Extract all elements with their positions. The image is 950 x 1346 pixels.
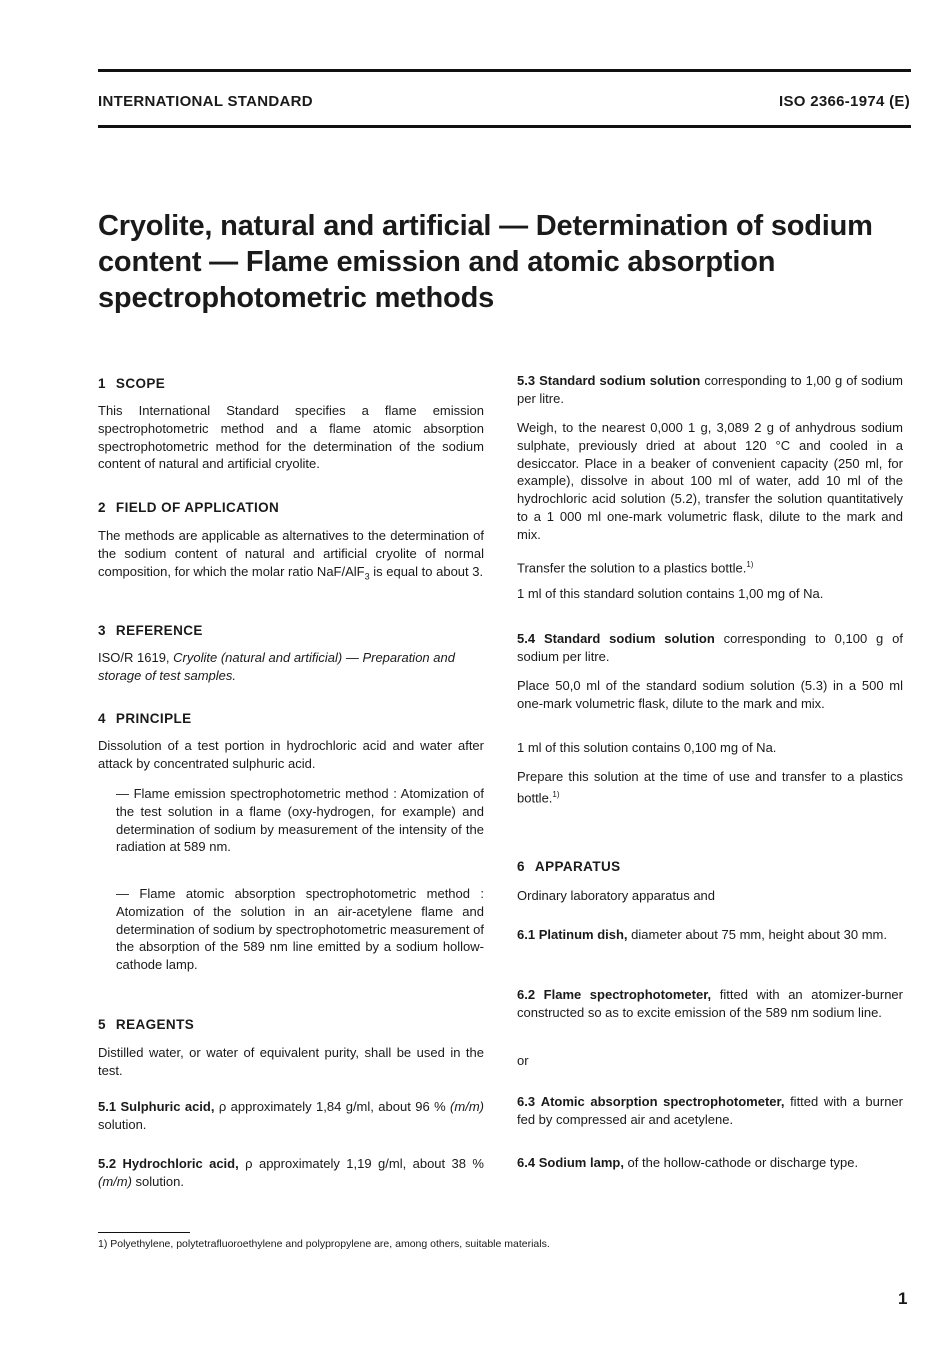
reagent-5-3-procedure: Weigh, to the nearest 0,000 1 g, 3,089 2 g of anhydrous sodium sulphate, previously dried at about 120 °C and cooled in a desiccator. Place in a beaker of convenient capacity (250 ml, for example), dissolve in about 100 ml of water, add 10 ml of the hydrochloric acid solution (5.2), transfer the solution quantitatively to a 1 000 ml one-mark volumetric flask, dilute to the mark and mix. <box>517 420 903 542</box>
reagent-5-4: 5.4 Standard sodium solution corresponding to 0,100 g of sodium per litre. <box>517 631 903 664</box>
apparatus-6-1: 6.1 Platinum dish, diameter about 75 mm, height about 30 mm. <box>517 927 887 942</box>
reagent-5-4-content: 1 ml of this solution contains 0,100 mg of Na. <box>517 740 777 755</box>
section-heading-principle: 4 PRINCIPLE <box>98 711 192 726</box>
apparatus-6-4: 6.4 Sodium lamp, of the hollow-cathode or discharge type. <box>517 1155 859 1170</box>
apparatus-or: or <box>517 1053 529 1068</box>
principle-emission-method: — Flame emission spectrophotometric method : Atomization of the test solution in a flame (oxy-hydrogen, for example) and determination of sodium by measurement of the intensity of the radiation at 589 nm. <box>116 786 484 855</box>
section-heading-reference: 3 REFERENCE <box>98 623 203 638</box>
reagent-5-3: 5.3 Standard sodium solution corresponding to 1,00 g of sodium per litre. <box>517 373 903 406</box>
scope-paragraph: This International Standard specifies a flame emission spectrophotometric method and a flame atomic absorption spectrophotometric method for the determination of the sodium content of natural and artificial cryolite. <box>98 403 484 472</box>
reagent-5-3-transfer: Transfer the solution to a plastics bottle.$^{1)}$ <box>517 560 754 576</box>
reagent-5-3-content: 1 ml of this standard solution contains 1,00 mg of Na. <box>517 586 824 601</box>
page-number: 1 <box>898 1289 908 1308</box>
header-bottom-rule <box>98 125 911 128</box>
principle-absorption-method: — Flame atomic absorption spectrophotometric method : Atomization of the solution in an air-acetylene flame and determination of sodium by spectrophotometric measurement of the absorption of the 589 nm line emitted by a sodium hollow-cathode lamp. <box>116 886 484 973</box>
principle-paragraph: Dissolution of a test portion in hydrochloric acid and water after attack by concentrated sulphuric acid. <box>98 738 484 771</box>
apparatus-6-3: 6.3 Atomic absorption spectrophotometer, fitted with a burner fed by compressed air and acetylene. <box>517 1094 903 1127</box>
document-title: Cryolite, natural and artificial — Determination of sodium content — Flame emission and atomic absorption spectrophotometric methods <box>98 210 873 314</box>
header-standard-number: ISO 2366-1974 (E) <box>778 93 910 110</box>
header-top-rule <box>98 69 911 72</box>
header-standard-type: INTERNATIONAL STANDARD <box>98 93 313 110</box>
footnote-rule <box>98 1232 190 1233</box>
footnote: 1) Polyethylene, polytetrafluoroethylene and polypropylene are, among others, suitable materials. <box>98 1238 550 1250</box>
reagent-5-1: 5.1 Sulphuric acid, ρ approximately 1,84 g/ml, about 96 % (m/m) solution. <box>98 1099 484 1132</box>
section-heading-scope: 1 SCOPE <box>98 376 166 391</box>
reference-paragraph: ISO/R 1619, Cryolite (natural and artificial) — Preparation and storage of test samples. <box>98 650 455 683</box>
section-heading-apparatus: 6 APPARATUS <box>517 859 621 874</box>
reagent-5-2: 5.2 Hydrochloric acid, ρ approximately 1,19 g/ml, about 38 % (m/m) solution. <box>98 1156 484 1189</box>
section-heading-field: 2 FIELD OF APPLICATION <box>98 500 280 515</box>
reagent-5-4-storage: Prepare this solution at the time of use and transfer to a plastics bottle.$^{1)}$ <box>517 769 903 806</box>
field-paragraph: The methods are applicable as alternatives to the determination of the sodium content of natural and artificial cryolite of normal composition, for which the molar ratio NaF/AlF$_3$ is equal to about 3. <box>98 528 484 582</box>
section-heading-reagents: 5 REAGENTS <box>98 1017 195 1032</box>
apparatus-6-2: 6.2 Flame spectrophotometer, fitted with an atomizer-burner constructed so as to excite emission of the 589 nm sodium line. <box>517 987 903 1020</box>
apparatus-paragraph: Ordinary laboratory apparatus and <box>517 888 716 903</box>
reagents-paragraph: Distilled water, or water of equivalent purity, shall be used in the test. <box>98 1045 484 1078</box>
reagent-5-4-procedure: Place 50,0 ml of the standard sodium solution (5.3) in a 500 ml one-mark volumetric flask, dilute to the mark and mix. <box>517 678 903 711</box>
